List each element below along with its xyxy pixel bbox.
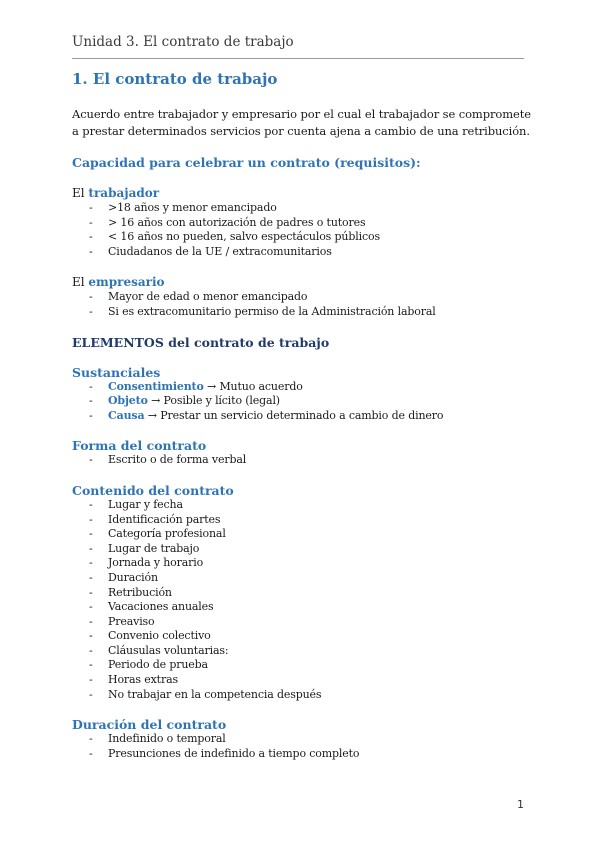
list-item: - >18 años y menor emancipado: [89, 201, 277, 214]
intro-paragraph: Acuerdo entre trabajador y empresario por el cual el trabajador se compromete a prestar determinados servicios por cuenta ajena a cambio de una retribución.: [72, 107, 531, 138]
trabajador-label: trabajador: [88, 186, 160, 200]
section-title: 1. El contrato de trabajo: [72, 70, 278, 88]
list-item: - Lugar y fecha: [89, 497, 183, 511]
list-item: - Causa → Prestar un servicio determinado a cambio de dinero: [89, 408, 444, 422]
list-item: - Objeto → Posible y lícito (legal): [89, 394, 280, 408]
document-body: [72, 70, 532, 761]
header-rule: [72, 58, 524, 59]
list-item: - Ciudadanos de la UE / extracomunitarios: [89, 244, 332, 258]
list-item: - Escrito o de forma verbal: [89, 453, 247, 467]
elementos-heading: ELEMENTOS del contrato de trabajo: [72, 334, 330, 350]
list-item: - Presunciones de indefinido a tiempo completo: [89, 746, 360, 760]
page-number: 1: [517, 798, 524, 811]
sustanciales-list: [72, 380, 532, 424]
empresario-label: empresario: [88, 275, 165, 290]
list-item: - Retribución: [89, 585, 172, 599]
contenido-list: [72, 498, 532, 702]
list-item: - Consentimiento → Mutuo acuerdo: [89, 379, 303, 393]
list-item: - No trabajar en la competencia después: [89, 687, 322, 701]
trabajador-heading: [72, 185, 532, 201]
page-header: Unidad 3. El contrato de trabajo: [72, 34, 294, 50]
list-item: - < 16 años no pueden, salvo espectáculos públicos: [89, 230, 380, 244]
sustanciales-heading: Sustanciales: [72, 364, 161, 380]
empresario-list: [72, 290, 532, 319]
contenido-heading: Contenido del contrato: [72, 482, 234, 498]
capacidad-heading: Capacidad para celebrar un contrato (requisitos):: [72, 155, 421, 170]
list-item: - Duración: [89, 570, 158, 584]
duracion-heading: Duración del contrato: [72, 717, 227, 733]
list-item: - Identificación partes: [89, 512, 221, 526]
duracion-list: [72, 732, 532, 761]
list-item: - Convenio colectivo: [89, 629, 211, 643]
list-item: - Horas extras: [89, 673, 178, 687]
trabajador-prefix: El: [72, 186, 89, 200]
trabajador-list: [72, 201, 532, 259]
list-item: - Indefinido o temporal: [89, 732, 226, 746]
list-item: - Categoría profesional: [89, 527, 226, 541]
forma-list: [72, 453, 532, 468]
list-item: - Periodo de prueba: [89, 658, 208, 672]
list-item: - Vacaciones anuales: [89, 600, 214, 614]
empresario-heading: [72, 274, 532, 290]
forma-heading: Forma del contrato: [72, 438, 207, 454]
list-item: - Jornada y horario: [89, 556, 204, 570]
list-item: - Preaviso: [89, 614, 155, 628]
list-item: - Mayor de edad o menor emancipado: [89, 290, 308, 304]
list-item: - Cláusulas voluntarias:: [89, 643, 229, 657]
list-item: - > 16 años con autorización de padres o tutores: [89, 215, 366, 229]
list-item: - Lugar de trabajo: [89, 541, 200, 555]
list-item: - Si es extracomunitario permiso de la Administración laboral: [89, 304, 436, 318]
empresario-prefix: El: [72, 275, 89, 290]
